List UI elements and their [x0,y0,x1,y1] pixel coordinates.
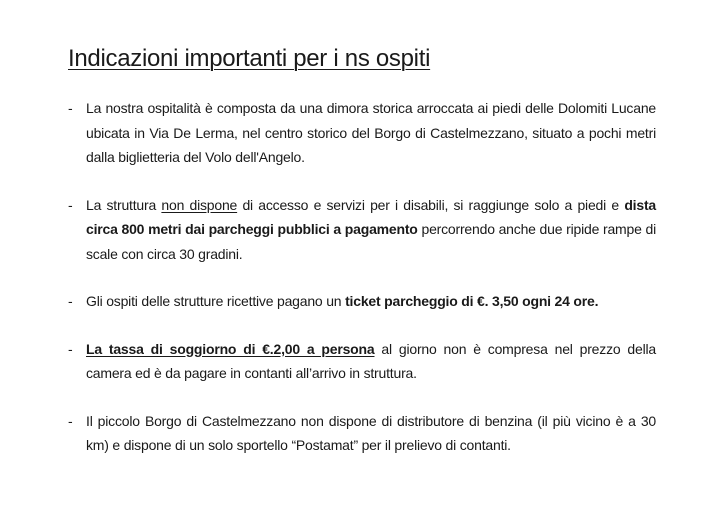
bullet-dash: - [68,293,73,309]
item-text: Il piccolo Borgo di Castelmezzano non dispone di distributore di benzina (il più vicino è a 30 km) e dispone di un solo sportello “Postamat” per il prelievo di contanti. [86,412,656,453]
bold-underlined-text: La tassa di soggiorno di €.2,00 a persona [86,340,375,357]
info-list [68,96,656,458]
item-text: al giorno non è compresa nel prezzo della camera ed è da pagare in contanti all’arrivo in struttura. [86,340,656,381]
list-item-tourist-tax [68,337,656,386]
item-text: La nostra ospitalità è composta da una dimora storica arroccata ai piedi delle Dolomiti Lucane ubicata in Via De Lerma, nel centro storico del Borgo di Castelmezzano, situato a pochi metri dalla biglietteria del Volo dell'Angelo. [86,100,656,165]
bullet-dash: - [68,412,73,429]
list-item-services [68,409,656,458]
item-text: di accesso e servizi per i disabili, si raggiunge solo a piedi e [237,196,625,213]
bullet-dash: - [68,340,73,357]
page-title: Indicazioni importanti per i ns ospiti [68,45,431,72]
item-text: La struttura [86,196,162,213]
underlined-text: non dispone [161,196,238,213]
list-item-location [68,96,656,170]
bullet-dash: - [68,100,73,116]
bold-text: ticket parcheggio di €. 3,50 ogni 24 ore. [345,293,599,309]
item-text: Gli ospiti delle strutture ricettive pagano un [86,293,346,309]
item-text: percorrendo anche due ripide rampe di scale con circa 30 gradini. [86,221,656,262]
bullet-dash: - [68,196,73,213]
bold-text: dista circa 800 metri dai parcheggi pubblici a pagamento [86,196,656,237]
list-item-accessibility [68,193,656,267]
list-item-parking [68,289,656,314]
